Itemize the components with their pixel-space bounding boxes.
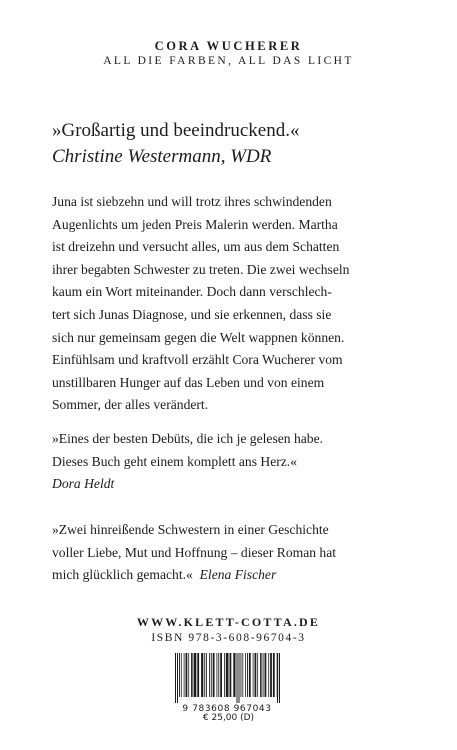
- barcode-bar: [175, 653, 176, 703]
- barcode-bar: [270, 653, 272, 697]
- barcode-bar: [255, 653, 257, 697]
- barcode-graphic: [166, 651, 288, 713]
- barcode-bar: [194, 653, 197, 697]
- barcode-bar: [224, 653, 225, 697]
- barcode-bar: [201, 653, 203, 697]
- barcode-bar: [186, 653, 188, 697]
- barcode-bar: [188, 653, 189, 697]
- author-name: CORA WUCHERER: [154, 39, 303, 53]
- barcode-bar: [237, 653, 238, 703]
- blurb-line: Sommer, der alles verändert.: [52, 397, 209, 413]
- barcode-bar: [218, 653, 219, 697]
- blurb-line: unstillbaren Hunger auf das Leben und von einem: [52, 374, 325, 390]
- blurb-line: kaum ein Wort miteinander. Doch dann verschlech-: [52, 284, 332, 300]
- barcode-bar: [260, 653, 262, 697]
- blurb-line: ist dreizehn und versucht alles, um aus dem Schatten: [52, 239, 340, 255]
- blurb-text: [52, 191, 412, 417]
- barcode-bar: [213, 653, 215, 697]
- blurb-line: Einfühlsam und kraftvoll erzählt Cora Wucherer vom: [52, 352, 343, 368]
- barcode-bar: [181, 653, 182, 697]
- barcode-bar: [184, 653, 185, 697]
- barcode-bar: [233, 653, 235, 697]
- barcode-bar: [177, 653, 178, 703]
- barcode-bar: [263, 653, 264, 697]
- barcode-bar: [241, 653, 242, 697]
- main-quote-source: Christine Westermann, WDR: [52, 146, 272, 167]
- review-quote-fischer: [52, 519, 336, 587]
- barcode-bar: [211, 653, 212, 697]
- review-quote-line: »Zwei hinreißende Schwestern in einer Geschichte: [52, 522, 329, 537]
- review-quote-source: Dora Heldt: [52, 476, 115, 492]
- barcode-bar: [204, 653, 205, 697]
- isbn-number: ISBN 978-3-608-96704-3: [151, 632, 306, 644]
- barcode-bar: [239, 653, 240, 703]
- barcode-bar: [277, 653, 278, 703]
- review-quote-line: Dieses Buch geht einem komplett ans Herz.«: [52, 453, 297, 469]
- barcode-bar: [245, 653, 246, 697]
- barcode: [166, 651, 288, 713]
- review-quote-line: voller Liebe, Mut und Hoffnung – dieser Roman hat: [52, 544, 337, 560]
- barcode-bar: [242, 653, 243, 697]
- barcode-digits: 9 783608 967043: [182, 704, 272, 713]
- barcode-bar: [253, 653, 254, 697]
- publisher-url[interactable]: WWW.KLETT-COTTA.DE: [136, 615, 321, 629]
- barcode-bar: [268, 653, 269, 697]
- review-quote-source: Elena Fischer: [199, 567, 277, 583]
- barcode-bar: [226, 653, 229, 697]
- blurb-line: Juna ist siebzehn und will trotz ihres schwindenden: [52, 194, 332, 209]
- barcode-bar: [191, 653, 193, 697]
- review-quote-line: [52, 564, 336, 587]
- book-title: ALL DIE FARBEN, ALL DAS LICHT: [103, 55, 354, 67]
- barcode-bar: [206, 653, 207, 697]
- barcode-bar: [249, 653, 251, 697]
- blurb-line: Augenlichts um jeden Preis Malerin werden. Martha: [52, 216, 338, 232]
- barcode-bar: [197, 653, 199, 697]
- price-label: € 25,00 (D): [202, 713, 255, 723]
- main-quote: »Großartig und beeindruckend.«: [52, 120, 300, 141]
- review-quote-heldt: [52, 428, 323, 496]
- barcode-bar: [265, 653, 267, 697]
- barcode-bar: [257, 653, 258, 697]
- review-quote-line: »Eines der besten Debüts, die ich je gelesen habe.: [52, 431, 324, 446]
- barcode-bar: [209, 653, 210, 697]
- barcode-bar: [220, 653, 222, 697]
- barcode-bar: [230, 653, 232, 697]
- blurb-line: tert sich Junas Diagnose, und sie erkennen, dass sie: [52, 306, 332, 322]
- barcode-bar: [273, 653, 275, 697]
- barcode-bar: [179, 653, 180, 697]
- blurb-line: ihrer begabten Schwester zu treten. Die zwei wechseln: [52, 261, 350, 277]
- barcode-bar: [247, 653, 248, 697]
- review-quote-text: mich glücklich gemacht.«: [52, 567, 193, 583]
- blurb-line: sich nur gemeinsam gegen die Welt wappnen können.: [52, 329, 345, 345]
- barcode-bar: [279, 653, 280, 703]
- barcode-bar: [217, 653, 218, 697]
